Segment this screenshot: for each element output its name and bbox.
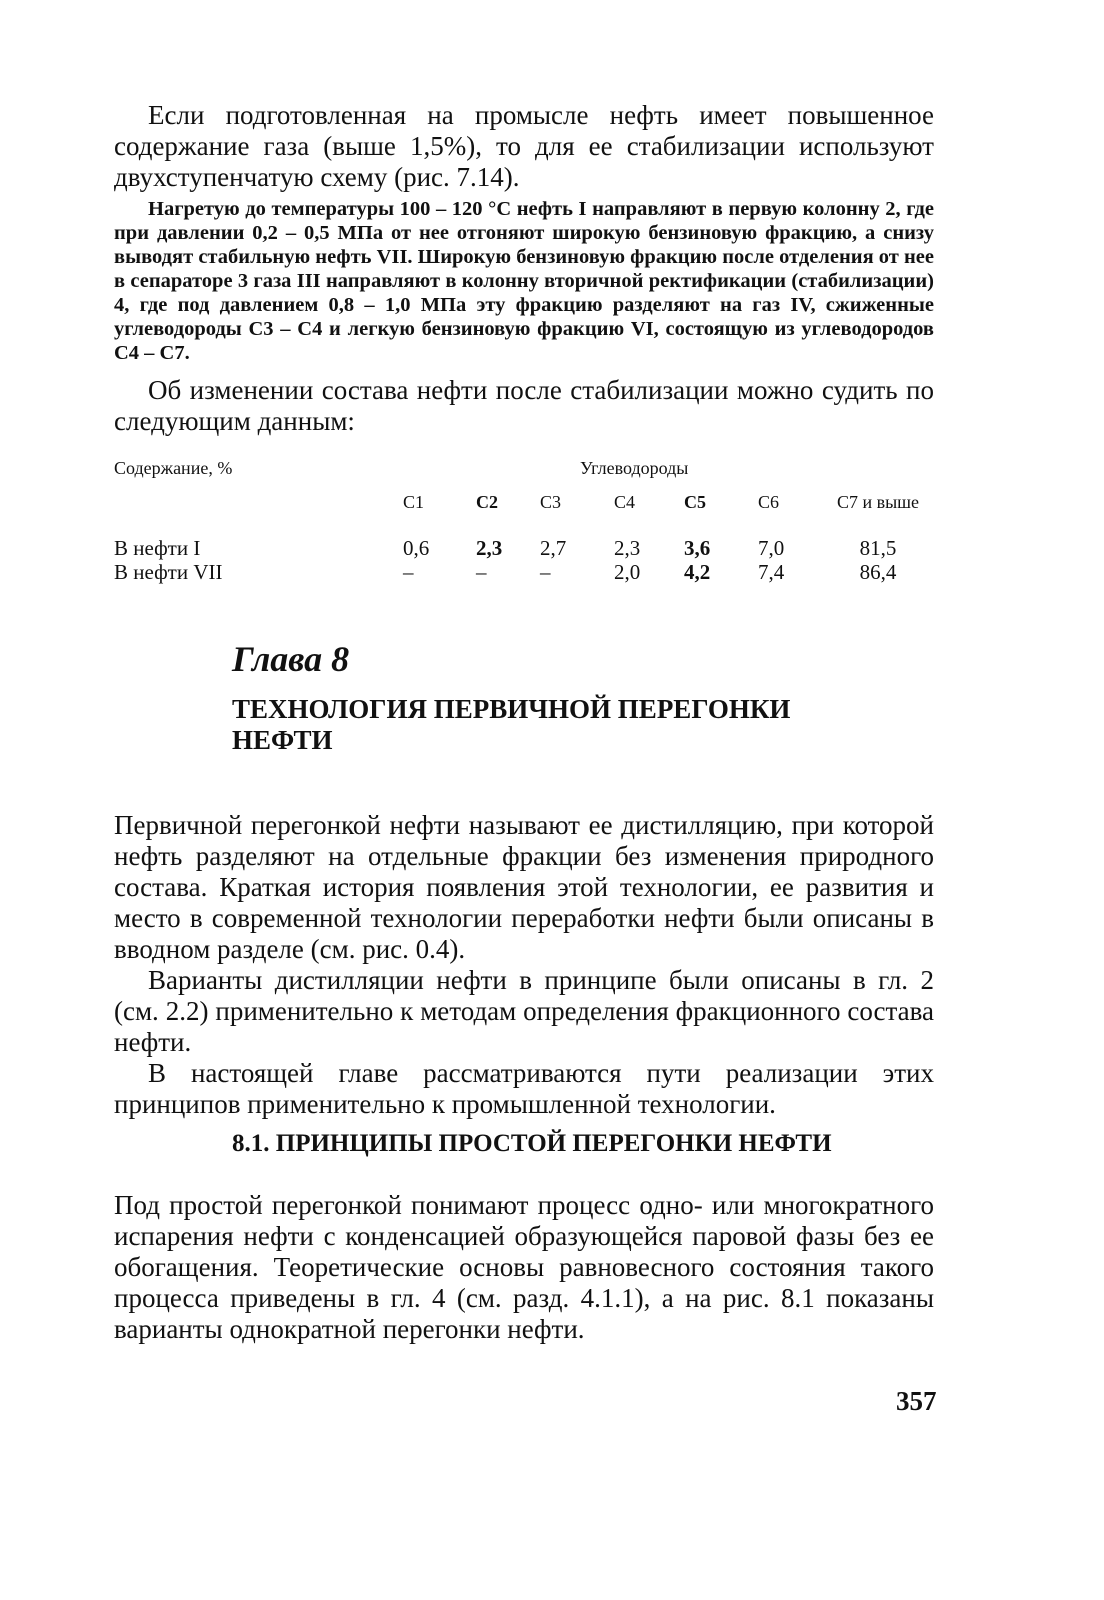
- table-cell: 4,2: [684, 560, 711, 584]
- section-paragraph: Под простой перегонкой понимают процесс одно- или многократного испарения нефти с конденсацией образующейся паровой фазы без ее обогащения. Теоретические основы равновесного состояния такого процесса приведены в гл. 4 (см. разд. 4.1.1), а на рис. 8.1 показаны варианты однократной перегонки нефти.: [114, 1190, 934, 1344]
- table-header-hydrocarbons: Углеводороды: [580, 458, 689, 478]
- table-column-header: С5: [684, 492, 706, 512]
- table-column-header: С7 и выше: [836, 492, 920, 512]
- table-row-label: В нефти I: [114, 536, 201, 560]
- table-cell: 2,3: [476, 536, 503, 560]
- table-cell: –: [540, 560, 551, 584]
- composition-table: [114, 458, 934, 584]
- table-cell: 81,5: [859, 536, 897, 560]
- composition-paragraph-block: [114, 375, 934, 437]
- table-cell: 0,6: [403, 536, 430, 560]
- table-cell: –: [403, 560, 414, 584]
- page-number: 357: [896, 1386, 937, 1416]
- section-body: [114, 1190, 934, 1345]
- chapter-paragraph-3: В настоящей главе рассматриваются пути реализации этих принципов применительно к промышленной технологии.: [114, 1058, 934, 1119]
- process-description-paragraph: Нагретую до температуры 100 – 120 °С нефть I направляют в первую колонну 2, где при давлении 0,2 – 0,5 МПа от нее отгоняют широкую бензиновую фракцию, а снизу выводят стабильную нефть VII. Широкую бензиновую фракцию после отделения от нее в сепараторе 3 газа III направляют в колонну вторичной ректификации (стабилизации) 4, где под давлением 0,8 – 1,0 МПа эту фракцию разделяют на газ IV, сжиженные углеводороды С3 – С4 и легкую бензиновую фракцию VI, состоящую из углеводородов С4 – С7.: [114, 198, 934, 364]
- table-column-header: С2: [476, 492, 498, 512]
- table-row: [114, 560, 934, 584]
- table-row: [114, 536, 934, 560]
- table-header-content: Содержание, %: [114, 458, 233, 478]
- section-title: 8.1. ПРИНЦИПЫ ПРОСТОЙ ПЕРЕГОНКИ НЕФТИ: [232, 1130, 832, 1157]
- chapter-title: ТЕХНОЛОГИЯ ПЕРВИЧНОЙ ПЕРЕГОНКИ НЕФТИ: [232, 694, 791, 755]
- table-cell: 86,4: [859, 560, 897, 584]
- table-cell: 7,4: [758, 560, 785, 584]
- table-cell: –: [476, 560, 487, 584]
- table-cell: 3,6: [684, 536, 711, 560]
- chapter-paragraph-1: Первичной перегонкой нефти называют ее дистилляцию, при которой нефть разделяют на отдельные фракции без изменения природного состава. Краткая история появления этой технологии, ее развития и место в современной технологии переработки нефти были описаны в вводном разделе (см. рис. 0.4).: [114, 810, 934, 964]
- table-column-header: С3: [540, 492, 562, 512]
- table-column-header: С6: [758, 492, 780, 512]
- table-column-header: С4: [614, 492, 636, 512]
- table-row-label: В нефти VII: [114, 560, 223, 584]
- small-paragraph-block: [114, 197, 934, 365]
- intro-paragraph-block: [114, 100, 934, 193]
- chapter-body: [114, 810, 934, 1120]
- table-column-header: С1: [403, 492, 425, 512]
- table-cell: 2,0: [614, 560, 641, 584]
- table-cell: 2,3: [614, 536, 641, 560]
- intro-paragraph: Если подготовленная на промысле нефть имеет повышенное содержание газа (выше 1,5%), то для ее стабилизации используют двухступенчатую схему (рис. 7.14).: [114, 100, 934, 192]
- chapter-paragraph-2: Варианты дистилляции нефти в принципе были описаны в гл. 2 (см. 2.2) применительно к методам определения фракционного состава нефти.: [114, 965, 934, 1057]
- table-cell: 2,7: [540, 536, 567, 560]
- table-header-row: [114, 458, 934, 492]
- table-cell: 7,0: [758, 536, 785, 560]
- table-columns-row: [114, 492, 934, 536]
- chapter-label: Глава 8: [232, 639, 350, 679]
- composition-paragraph: Об изменении состава нефти после стабилизации можно судить по следующим данным:: [114, 375, 934, 436]
